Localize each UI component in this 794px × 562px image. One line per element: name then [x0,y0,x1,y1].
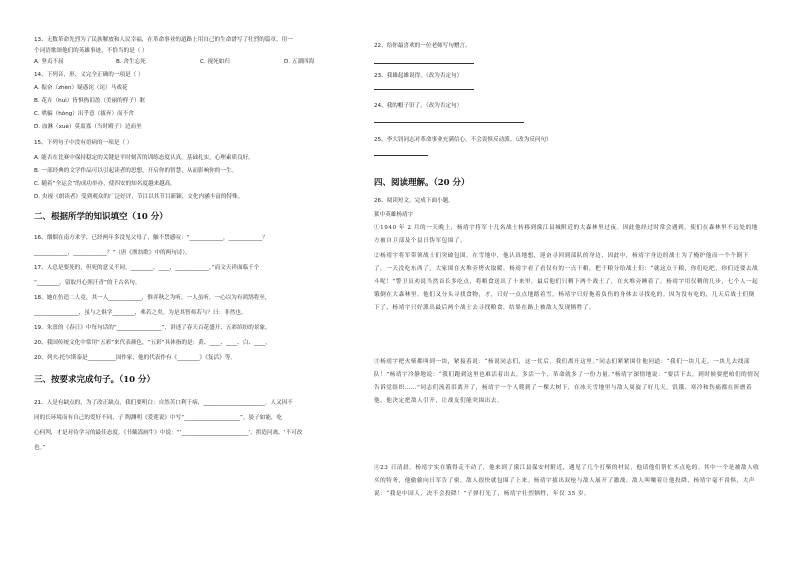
section-4-heading: 四、阅读理解。（20 分） [374,178,470,188]
fill-line[interactable]: 也。” [34,445,46,451]
passage-title: 狱中英雄杨靖宇 [374,212,414,218]
option-b[interactable]: B. 一部经典的文学作品可以引起读者的思想，开启你的智慧，从而影响你的一生。 [34,168,238,174]
question-13-text: 13、无数革命先烈为了民族解放和人民幸福，在革命事业的道路上用自己的生命谱写了壮烈的篇章。用一 [34,37,293,43]
option-c[interactable]: C. 随着“全运会”的成功举办，使四安的知名度越来越高。 [34,181,176,187]
fill-line[interactable]: 心何判，才是对待学习的最佳态度。《书戴嵩画牛》中说：“‘________________________’，拱造问禽，‘不可改 [34,430,303,436]
option-a[interactable]: A. 坚贞不屈 [34,59,64,65]
fill-line[interactable]: 20、我国传统文化中常用“五彩”来代表颜色，“五彩”具体指的是：黄、____、____、白、____。 [34,340,271,346]
question-25-text: 25、李大钊同志对革命事业充满信心，不会畏惧反动派。（改为反问句） [374,137,552,143]
question-15-text: 15、下列句子中没有语病的一项是（ ） [34,140,133,146]
reading-instruction: 26、阅读短文，完成下面小题。 [374,198,454,204]
fill-line[interactable]: 17、人总是要死的，但死的意义不同。________，____，____________。”而文天祥面临千个 [34,265,260,271]
answer-line[interactable] [374,89,474,90]
option-b[interactable]: B. 舍生忘死 [116,59,146,65]
fill-line[interactable]: 18、她在仿造二人竟，其一人____________，惟弈秋之为听，一人虽听，一心以为有鸿鹄将至， [34,295,271,301]
answer-line[interactable] [374,63,474,64]
fill-line[interactable]: ____________，____________？”（唐《渔翁歌》中的两句诗）。 [34,250,191,256]
passage-paragraph: ③杨靖宇把火柴都叫到一块，紧接着说：“杨说同志们，这一仗后，我们离开这里。”同志们紧紧围住他问道：“我们一块儿走，一块儿去找部队！”杨靖宇冷静地说：“我们跑到这里也难活着出去，多活一个，革命就多了一份力量。”杨靖宇深情地说：“要活下去，到时候要把咱们的情况告诉党组织……”同志们流着泪离开了，杨靖宇一个人爬到了一棵大树下，在冰天雪地里与敌人周旋了好几天，饥饿、寒冷和伤痛都在折磨着他。他决定把敌人引开，让战友们能突围出去。 [374,359,760,404]
fill-line[interactable]: 20、列夫·托尔斯泰是__________国作家，他的代表作有《________》《复活》等。 [34,355,236,361]
passage-paragraph: ①1940 年 2 月的一天晚上，杨靖宇将军十几名战士转移到濛江县城附近的大森林里过夜。因此他经过时常会遇到，使们在森林里不远处的地方被自卫部及个县日伪军包围了。 [374,225,758,244]
question-22-text: 22、给你最喜欢的一位老师写句赠言。 [374,43,471,49]
fill-line[interactable]: 19、朱熹的《春日》中每句话的“________________”，讲述了春天百花盛开、五彩缤纷的景象。 [34,325,271,331]
passage-paragraph: ②杨靖宇将军带领战士们突破包围，在雪地中，他认真地想，迎奋寻回到部队的身边，因此中，杨靖宇身边的战士为了掩护他而一个个倒下了。一天没吃东西了，大家围在火堆旁烤火取暖。杨靖宇看了看仅有的一点干粮，把干粮分给战士们：“就这点干粮，你们吃吧，你们还要去战斗呢！”警卫员劝说当然首长多吃点，将粮食送出了十来里，最后他们只剩下两个战士了，在火堆旁睡着了，杨靖宇用仅剩的几步，七个人一起饿倒在大森林里。他们又分头寻找食物，才，只好一点点地踏着雪，杨靖宇只好拖着负伤的身体去寻找吃的。因为没有吃的，几天后战士们倒下了，杨靖宇只好派出最后两个战士去寻找粮食，结果在路上被敌人发现牺牲了。 [374,253,759,311]
option-a[interactable]: A. 振奋（zhèn）疑惑诧（诧）马戏花 [34,85,128,91]
question-24-text: 24、我的帽子旧了。（改为否定句） [374,103,463,109]
option-a[interactable]: A. 能否在比赛中保持稳定的关键是平时刻苦的训练态度认真，基础扎实，心理素质良好。 [34,155,254,161]
fill-line[interactable]: 16、烟烟在南方求学，已经两年多没见父母了，触不禁感叹：“____________，____________？ [34,235,268,241]
option-d[interactable]: D. 央视《朗读者》受到观众的广泛好评，节目以其节目新颖、文化内涵丰富的特殊。 [34,194,244,200]
option-b[interactable]: B. 花卉（huì）皆惧热泪盈（美丽的样子）眶 [34,98,146,104]
answer-line[interactable] [374,155,428,156]
fill-line[interactable]: “________，留取丹心照汗青”的千古名句。 [34,280,141,286]
question-23-text: 23、我雄起雄说得。（改为否定句） [374,73,463,79]
question-13-text-cont: 个词语歌颂他们的英雄事迹，不恰当的是（ ） [34,48,148,54]
answer-line[interactable] [374,122,524,123]
fill-line[interactable]: 同的长环境而有自己的爱好不同，子 陶渊明《爱莲说》中写“____________________”，晏子如能，吃 [34,415,283,421]
question-14-text: 14、下列音、形、义完全正确的一项是（ ） [34,72,144,78]
passage-paragraph: ④23 日清晨，杨靖宇实在饿得走不动了，他来到了濛江县保安村附近，遇见了几个打柴的村民，他请他们帮忙买点吃的。其中一个是被敌人收买的特务，他偷偷向日军告了密，敌人很快就包围了上来。杨靖宇拔出双枪与敌人展开了激战。敌人叫嚷着让他投降，杨靖宇毫不畏惧，大声说：“我是中国人，决不会投降！”子弹打光了，杨靖宇壮烈牺牲，年仅 35 岁。 [374,465,760,497]
fill-line[interactable]: ________________，虽与之俱学________，弗若之矣。为是其智弗若与？曰：非然也。 [34,310,247,316]
fill-line[interactable]: 21、人是有缺点的，为了改正缺点，我们要明白：自然苦口利于病，______________________。人又因不 [34,400,293,406]
section-2-heading: 二、根据所学的知识填空（10 分） [34,212,168,222]
option-c[interactable]: C. 哄骗（hǒng）出乎意（拔弃）而不舍 [34,111,134,117]
option-c[interactable]: C. 视死如归 [200,59,230,65]
option-d[interactable]: D. 血淋（xuè）莫衷寡（当时殿子）边而坐 [34,124,142,130]
section-3-heading: 三、按要求完成句子。（10 分） [34,375,156,385]
option-d[interactable]: D. 五湖四海 [284,59,315,65]
